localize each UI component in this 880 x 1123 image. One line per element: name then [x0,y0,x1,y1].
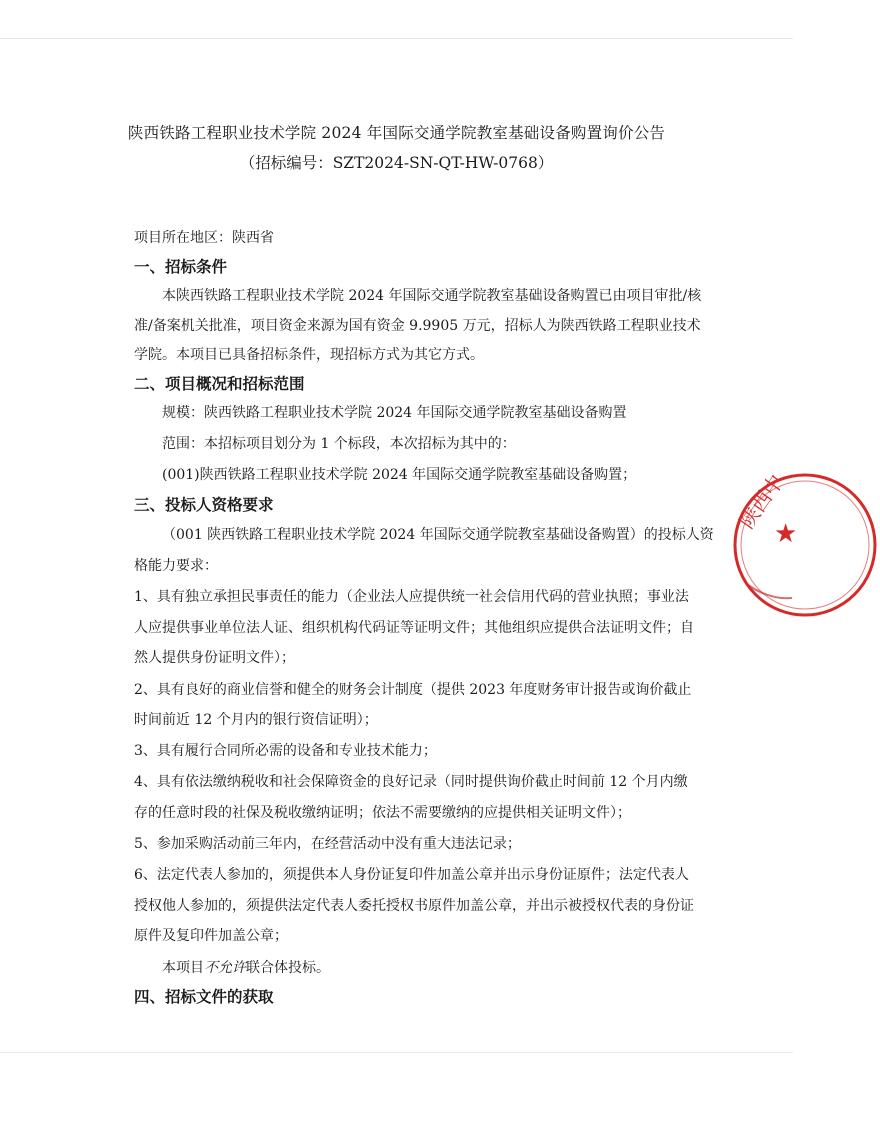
document-title: 陕西铁路工程职业技术学院 2024 年国际交通学院教室基础设备购置询价公告 [127,124,666,142]
section2-line: (001)陕西铁路工程职业技术学院 2024 年国际交通学院教室基础设备购置； [162,467,637,483]
section3-line: 4、具有依法缴纳税收和社会保障资金的良好记录（同时提供询价截止时间前 12 个月内缴 [134,774,688,790]
official-seal-icon [730,470,880,620]
section3-line: 人应提供事业单位法人证、组织机构代码证等证明文件；其他组织应提供合法证明文件；自 [134,620,694,636]
section1-line: 本陕西铁路工程职业技术学院 2024 年国际交通学院教室基础设备购置已由项目审批/核 [162,288,702,304]
section3-line: 时间前近 12 个月内的银行资信证明）； [134,712,378,728]
section1-line: 学院。本项目已具备招标条件，现招标方式为其它方式。 [134,347,484,363]
section4-heading: 四、招标文件的获取 [134,988,274,1006]
document-subtitle: （招标编号：SZT2024-SN-QT-HW-0768） [239,154,554,172]
section3-line: 授权他人参加的，须提供法定代表人委托授权书原件加盖公章，并出示被授权代表的身份证 [134,898,694,914]
seal-text: 陕西中 [734,469,789,533]
consortium-prefix: 本项目 [162,960,204,976]
section2-line: 范围：本招标项目划分为 1 个标段，本次招标为其中的： [162,436,516,452]
section3-line: 5、参加采购活动前三年内，在经营活动中没有重大违法记录； [134,836,521,852]
section3-line: 2、具有良好的商业信誉和健全的财务会计制度（提供 2023 年度财务审计报告或询价截止 [134,682,692,698]
section3-line: 1、具有独立承担民事责任的能力（企业法人应提供统一社会信用代码的营业执照；事业法 [134,589,689,605]
section3-line: 3、具有履行合同所必需的设备和专业技术能力； [134,743,437,759]
seal-star-icon: ★ [774,519,798,549]
section3-heading: 三、投标人资格要求 [134,496,274,514]
section3-line: 6、法定代表人参加的，须提供本人身份证复印件加盖公章并出示身份证原件；法定代表人 [134,867,689,883]
consortium-note [162,958,330,978]
section3-line: 然人提供身份证明文件）； [134,650,295,666]
section3-line: 原件及复印件加盖公章； [134,928,288,944]
section2-heading: 二、项目概况和招标范围 [134,375,305,393]
section3-line: 格能力要求： [134,558,218,574]
section2-line: 规模：陕西铁路工程职业技术学院 2024 年国际交通学院教室基础设备购置 [162,405,627,421]
consortium-suffix: 联合体投标。 [246,960,330,976]
scan-edge-bottom [0,1052,793,1053]
project-region: 项目所在地区：陕西省 [134,230,274,246]
section3-line: （001 陕西铁路工程职业技术学院 2024 年国际交通学院教室基础设备购置）的投标人资 [162,527,714,543]
section1-line: 准/备案机关批准，项目资金来源为国有资金 9.9905 万元，招标人为陕西铁路工程职业技术 [134,318,701,334]
section1-heading: 一、招标条件 [134,258,228,276]
scan-edge-top [0,38,793,39]
consortium-emphasis: 不允许 [204,960,246,976]
section3-line: 存的任意时段的社保及税收缴纳证明；依法不需要缴纳的应提供相关证明文件）； [134,805,631,821]
